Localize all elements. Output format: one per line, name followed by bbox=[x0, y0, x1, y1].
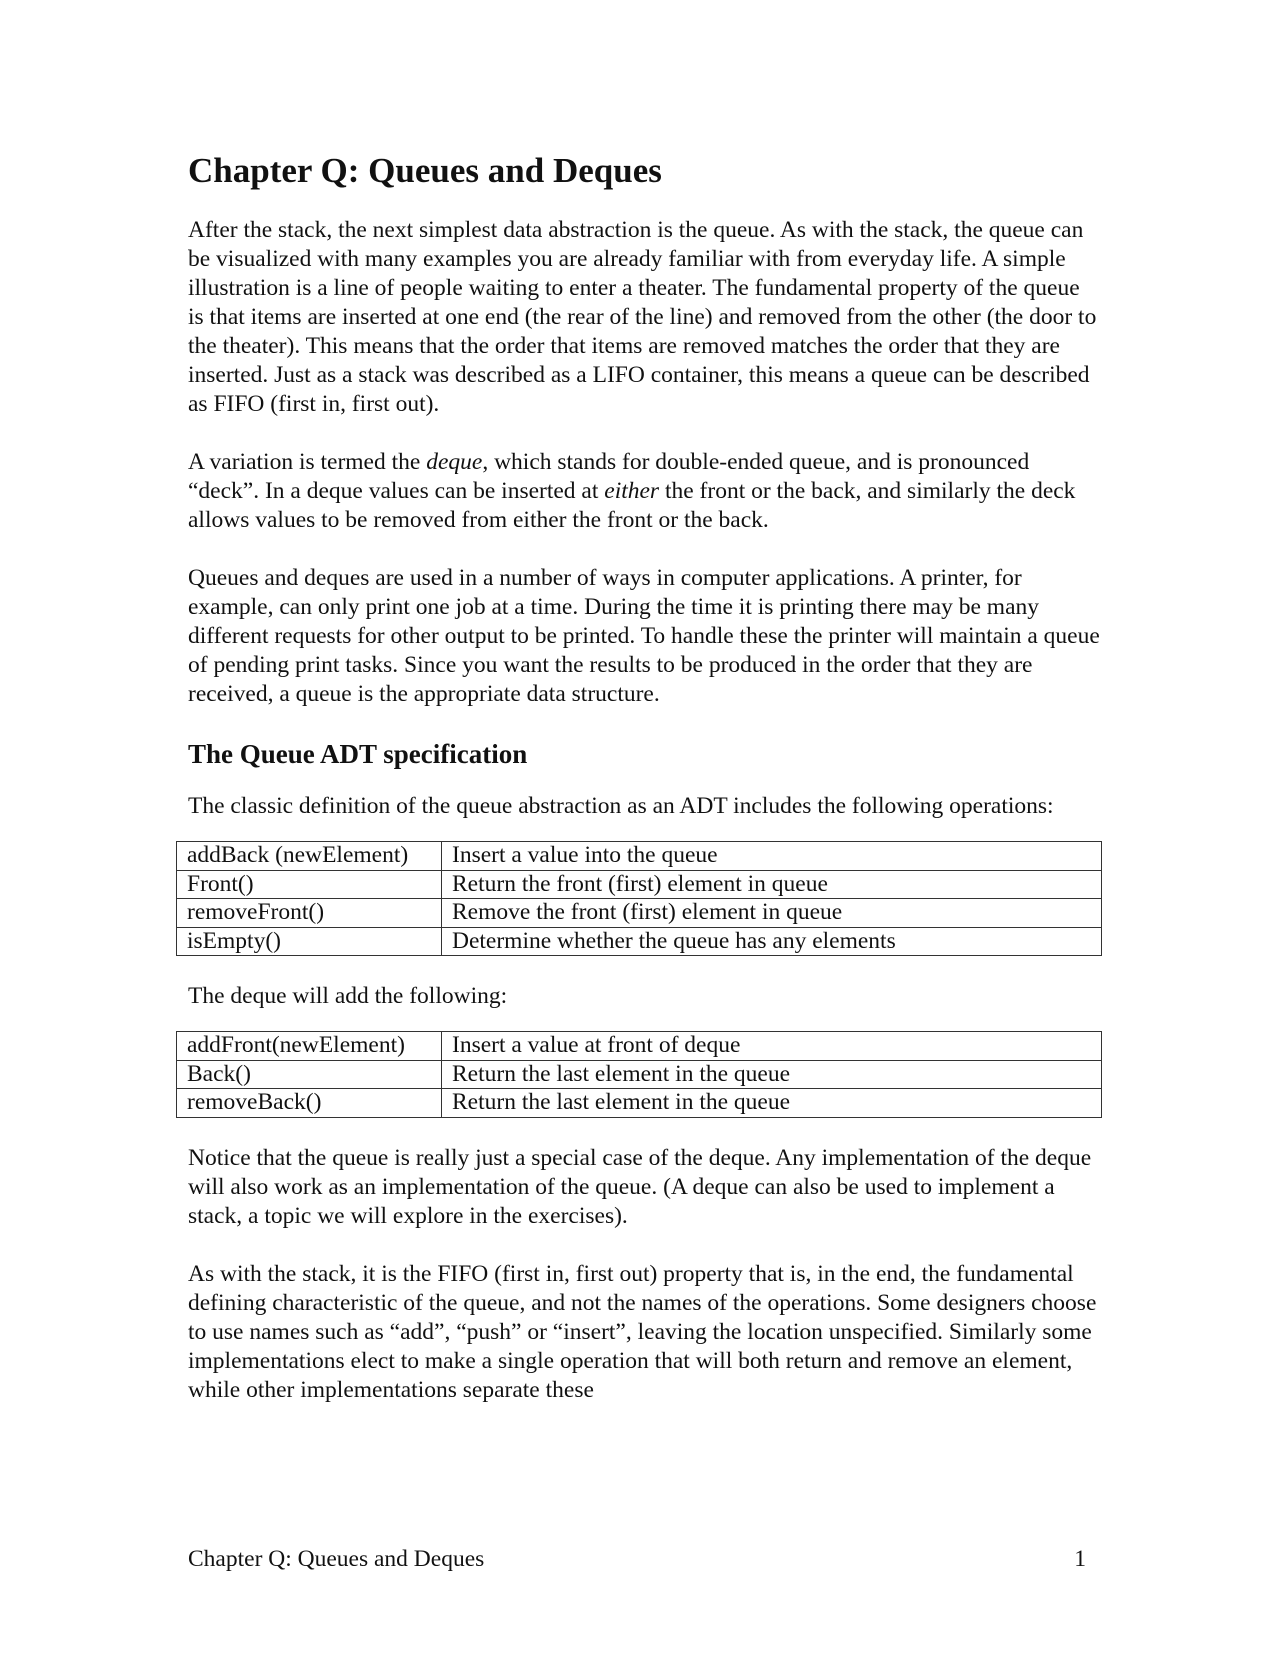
operation-name: addFront(newElement) bbox=[177, 1032, 442, 1061]
deque-operations-table bbox=[176, 1031, 1102, 1118]
table-row bbox=[177, 1032, 1102, 1061]
intro-p2-text-c: the front or the back, and similarly the deck allows values to be removed from either the front or the back. bbox=[188, 478, 1076, 533]
fifo-paragraph: As with the stack, it is the FIFO (first in, first out) property that is, in the end, the fundamental defining characteristic of the queue, and not the names of the operations. Some designers choose to use names such as “add”, “push” or “insert”, leaving the location unspecified. Similarly some implementations elect to make a single operation that will both return and remove an element, while other implementations separate these bbox=[188, 1260, 1097, 1403]
operation-description: Return the front (first) element in queue bbox=[442, 870, 1102, 899]
operation-description: Return the last element in the queue bbox=[442, 1089, 1102, 1118]
deque-term: deque bbox=[426, 449, 483, 475]
intro-paragraph-2 bbox=[188, 448, 1100, 535]
section-heading: The Queue ADT specification bbox=[188, 739, 528, 769]
intro-p2-text-b: , which stands for double-ended queue, and is pronounced “deck”. In a deque values can be inserted at bbox=[188, 449, 1030, 504]
table-row bbox=[177, 1089, 1102, 1118]
table-row bbox=[177, 1060, 1102, 1089]
page-footer bbox=[188, 1546, 1086, 1573]
intro-paragraph-1: After the stack, the next simplest data abstraction is the queue. As with the stack, the queue can be visualized with many examples you are already familiar with from everyday life. A simple illustration is a line of people waiting to enter a theater. The fundamental property of the queue is that items are inserted at one end (the rear of the line) and removed from the other (the door to the theater). This means that the order that items are removed matches the order that they are inserted. Just as a stack was described as a LIFO container, this means a queue can be described as FIFO (first in, first out). bbox=[188, 217, 1097, 417]
page-number: 1 bbox=[1074, 1546, 1086, 1572]
intro-paragraph-3: Queues and deques are used in a number of ways in computer applications. A printer, for example, can only print one job at a time. During the time it is printing there may be many different requests for other output to be printed. To handle these the printer will maintain a queue of pending print tasks. Since you want the results to be produced in the order that they are received, a queue is the appropriate data structure. bbox=[188, 565, 1100, 707]
operation-description: Determine whether the queue has any elements bbox=[442, 927, 1102, 956]
document-page bbox=[188, 150, 1100, 1434]
operation-name: isEmpty() bbox=[177, 927, 442, 956]
operation-name: removeFront() bbox=[177, 899, 442, 928]
footer-title: Chapter Q: Queues and Deques bbox=[188, 1546, 485, 1572]
notice-paragraph: Notice that the queue is really just a special case of the deque. Any implementation of the deque will also work as an implementation of the queue. (A deque can also be used to implement a stack, a topic we will explore in the exercises). bbox=[188, 1144, 1092, 1229]
deque-lead: The deque will add the following: bbox=[188, 983, 508, 1010]
queue-operations-table bbox=[176, 841, 1102, 956]
operation-description: Insert a value at front of deque bbox=[442, 1032, 1102, 1061]
either-term: either bbox=[604, 478, 660, 504]
operation-description: Return the last element in the queue bbox=[442, 1060, 1102, 1089]
operation-name: Back() bbox=[177, 1060, 442, 1089]
intro-p2-text-a: A variation is termed the bbox=[188, 449, 427, 475]
operation-description: Insert a value into the queue bbox=[442, 842, 1102, 871]
table-row bbox=[177, 842, 1102, 871]
page-title: Chapter Q: Queues and Deques bbox=[188, 151, 662, 190]
table-row bbox=[177, 927, 1102, 956]
table-row bbox=[177, 870, 1102, 899]
operation-name: removeBack() bbox=[177, 1089, 442, 1118]
operation-description: Remove the front (first) element in queue bbox=[442, 899, 1102, 928]
operation-name: Front() bbox=[177, 870, 442, 899]
operation-name: addBack (newElement) bbox=[177, 842, 442, 871]
section-lead: The classic definition of the queue abstraction as an ADT includes the following operations: bbox=[188, 793, 1054, 820]
table-row bbox=[177, 899, 1102, 928]
